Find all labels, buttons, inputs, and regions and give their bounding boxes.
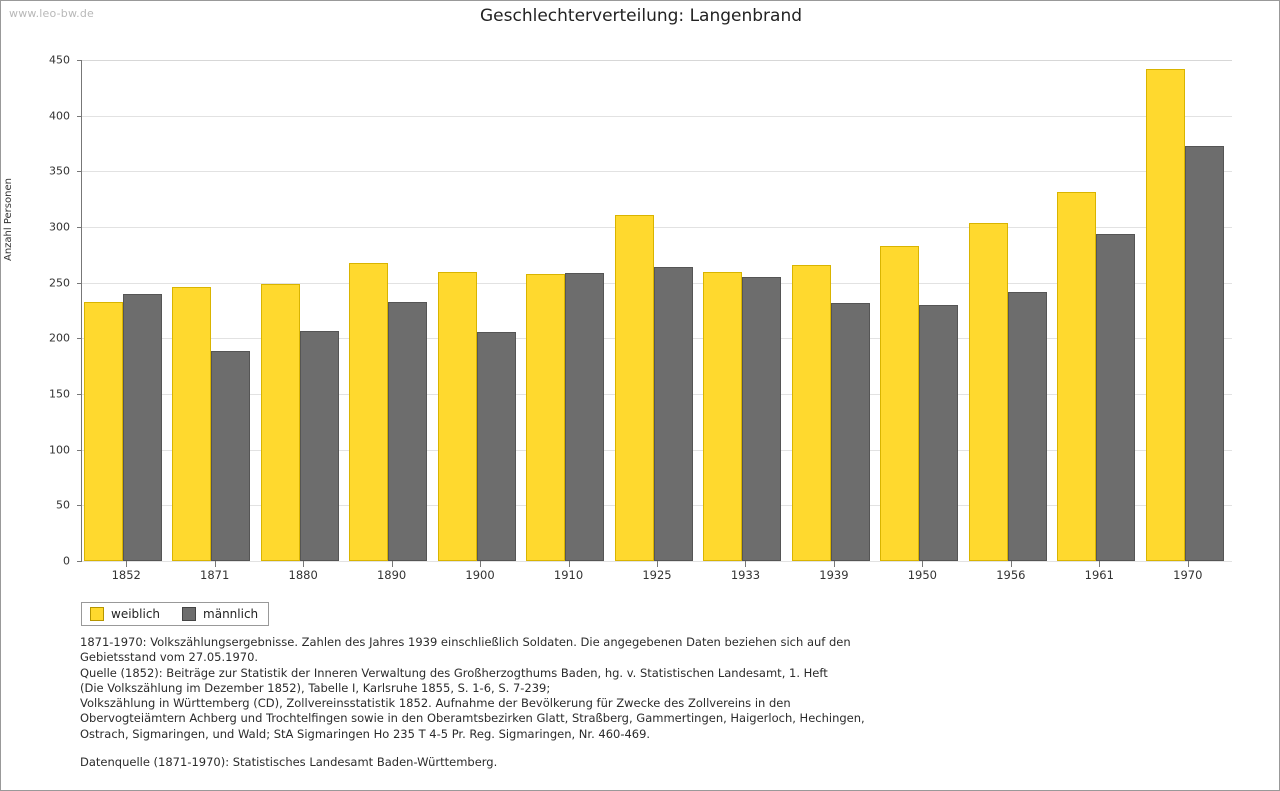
- bar-weiblich-1933[interactable]: [703, 272, 742, 561]
- bar-männlich-1890[interactable]: [388, 302, 427, 561]
- footnote-line: Obervogteiämtern Achberg und Trochtelfingen sowie in den Oberamtsbezirken Glatt, Straßberg, Gammertingen, Haigerloch, Hechingen,: [80, 711, 865, 726]
- footnote-line: Ostrach, Sigmaringen, und Wald; StA Sigmaringen Ho 235 T 4-5 Pr. Reg. Sigmaringen, Nr. 460-469.: [80, 726, 651, 741]
- x-tick-label: 1910: [553, 568, 584, 582]
- bar-weiblich-1939[interactable]: [792, 265, 831, 561]
- bar-weiblich-1970[interactable]: [1146, 69, 1185, 561]
- x-tick-mark: [1011, 561, 1012, 567]
- bar-weiblich-1900[interactable]: [438, 272, 477, 561]
- bar-männlich-1970[interactable]: [1185, 146, 1224, 561]
- x-tick-mark: [745, 561, 746, 567]
- footnote-line: Volkszählung in Württemberg (CD), Zollvereinsstatistik 1852. Aufnahme der Bevölkerung für Zwecke des Zollvereins in den: [80, 696, 791, 711]
- y-tick-label: 350: [49, 164, 70, 178]
- y-tick-label: 400: [49, 109, 70, 123]
- bar-group: [1144, 60, 1232, 561]
- bar-group: [1055, 60, 1143, 561]
- legend-item-maennlich[interactable]: [182, 607, 258, 621]
- x-tick-label: 1900: [465, 568, 495, 582]
- footnote-block-2: [80, 755, 1130, 770]
- legend-label-weiblich: weiblich: [111, 607, 161, 621]
- x-tick-label: 1939: [819, 568, 849, 582]
- plot-area: [49, 53, 1232, 582]
- legend-item-weiblich[interactable]: [90, 607, 160, 621]
- footnote-line: Datenquelle (1871-1970): Statistisches Landesamt Baden-Württemberg.: [80, 754, 498, 769]
- bar-männlich-1939[interactable]: [831, 303, 870, 561]
- x-tick-mark: [569, 561, 570, 567]
- footnotes: [80, 635, 1130, 770]
- bar-männlich-1925[interactable]: [654, 267, 693, 561]
- bar-group: [878, 60, 966, 561]
- x-tick-label: 1961: [1084, 568, 1114, 582]
- x-tick-mark: [215, 561, 216, 567]
- bar-männlich-1871[interactable]: [211, 351, 250, 561]
- x-tick-label: 1950: [907, 568, 938, 582]
- legend-swatch-maennlich: [182, 607, 196, 621]
- x-tick-mark: [922, 561, 923, 567]
- bar-weiblich-1890[interactable]: [349, 263, 388, 561]
- x-tick-label: 1933: [730, 568, 761, 582]
- bar-männlich-1933[interactable]: [742, 277, 781, 561]
- x-tick-mark: [1099, 561, 1100, 567]
- bar-group: [967, 60, 1055, 561]
- bar-weiblich-1956[interactable]: [969, 223, 1008, 561]
- y-tick-label: 150: [49, 387, 70, 401]
- y-tick-label: 200: [49, 331, 70, 345]
- x-tick-mark: [480, 561, 481, 567]
- footnote-block-1: [80, 635, 1130, 742]
- footnote-spacer: [80, 742, 1130, 755]
- footnote-line: 1871-1970: Volkszählungsergebnisse. Zahlen des Jahres 1939 einschließlich Soldaten. Die angegebenen Daten beziehen sich auf den: [80, 635, 851, 649]
- bar-weiblich-1925[interactable]: [615, 215, 654, 561]
- x-tick-label: 1852: [111, 568, 141, 582]
- bar-group: [613, 60, 701, 561]
- bar-männlich-1910[interactable]: [565, 273, 604, 561]
- bar-weiblich-1880[interactable]: [261, 284, 300, 561]
- bar-group: [259, 60, 347, 561]
- y-axis-label: Anzahl Personen: [3, 178, 14, 261]
- bar-weiblich-1871[interactable]: [172, 287, 211, 561]
- legend-swatch-weiblich: [90, 607, 104, 621]
- bar-männlich-1852[interactable]: [123, 294, 162, 561]
- bar-männlich-1956[interactable]: [1008, 292, 1047, 561]
- y-tick-label: 100: [49, 443, 70, 457]
- bar-weiblich-1910[interactable]: [526, 274, 565, 561]
- bar-group: [347, 60, 435, 561]
- x-tick-mark: [1188, 561, 1189, 567]
- bar-group: [170, 60, 258, 561]
- bar-männlich-1900[interactable]: [477, 332, 516, 561]
- chart-legend: [81, 602, 269, 626]
- footnote-line: Quelle (1852): Beiträge zur Statistik der Inneren Verwaltung des Großherzogthums Baden, hg. v. Statistischen Landesamt, 1. Heft: [80, 665, 828, 680]
- x-tick-label: 1890: [376, 568, 407, 582]
- bar-group: [524, 60, 612, 561]
- y-tick-label: 0: [63, 554, 70, 568]
- chart-title: Geschlechterverteilung: Langenbrand: [479, 6, 803, 26]
- x-tick-mark: [834, 561, 835, 567]
- bar-group: [701, 60, 789, 561]
- x-tick-label: 1970: [1173, 568, 1203, 582]
- bar-weiblich-1852[interactable]: [84, 302, 123, 561]
- site-watermark: www.leo-bw.de: [9, 7, 95, 20]
- x-tick-label: 1956: [996, 568, 1026, 582]
- bar-männlich-1880[interactable]: [300, 331, 339, 561]
- bar-männlich-1961[interactable]: [1096, 234, 1135, 561]
- footnote-line: (Die Volkszählung im Dezember 1852), Tabelle I, Karlsruhe 1855, S. 1-6, S. 7-239;: [80, 680, 551, 695]
- x-tick-mark: [126, 561, 127, 567]
- x-tick-mark: [303, 561, 304, 567]
- x-tick-mark: [657, 561, 658, 567]
- bar-group: [436, 60, 524, 561]
- bar-group: [82, 60, 170, 561]
- bar-weiblich-1961[interactable]: [1057, 192, 1096, 561]
- y-tick-label: 50: [56, 498, 70, 512]
- x-tick-label: 1925: [642, 568, 672, 582]
- bar-männlich-1950[interactable]: [919, 305, 958, 561]
- x-tick-label: 1871: [200, 568, 230, 582]
- x-tick-mark: [392, 561, 393, 567]
- legend-label-maennlich: männlich: [203, 607, 259, 621]
- footnote-line: Gebietsstand vom 27.05.1970.: [80, 650, 259, 665]
- bar-weiblich-1950[interactable]: [880, 246, 919, 561]
- x-tick-label: 1880: [288, 568, 318, 582]
- y-tick-label: 250: [49, 276, 70, 290]
- y-tick-label: 450: [49, 53, 70, 67]
- bar-group: [790, 60, 878, 561]
- y-tick-label: 300: [49, 220, 70, 234]
